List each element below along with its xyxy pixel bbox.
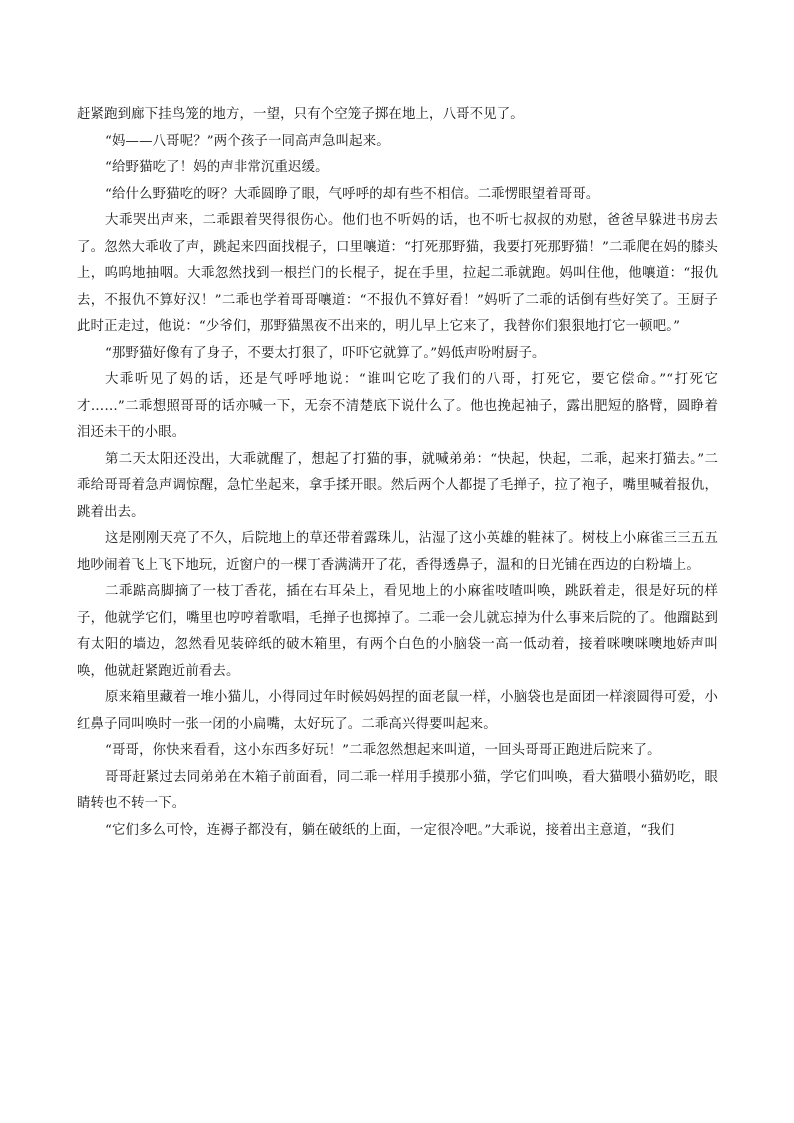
paragraph-12: “哥哥，你快来看看，这小东西多好玩！”二乖忽然想起来叫道，一回头哥哥正跑进后院来了。 [105, 743, 661, 758]
paragraph-6: “那野猫好像有了身子，不要太打狠了，吓吓它就算了。”妈低声吩咐厨子。 [105, 345, 546, 361]
paragraph-13: 哥哥赶紧过去同弟弟在木箱子前面看，同二乖一样用手摸那小猫，学它们叫唤，看大猫喂小猫奶吃，眼睛转也不转一下。 [77, 769, 718, 811]
paragraph-4: “给什么野猫吃的呀？大乖圆睁了眼，气呼呼的却有些不相信。二乖愣眼望着哥哥。 [105, 186, 600, 202]
paragraph-7: 大乖听见了妈的话，还是气呼呼地说：“谁叫它吃了我们的八哥，打死它，要它偿命。”“打死它才……”二乖想照哥哥的话亦喊一下，无奈不清楚底下说什么了。他也挽起袖子，露出肥短的胳臂，圆睁着泪还未干的小眼。 [77, 372, 718, 440]
paragraph-3: “给野猫吃了！妈的声非常沉重迟缓。 [105, 160, 329, 175]
paragraph-8: 第二天太阳还没出，大乖就醒了，想起了打猫的事，就喊弟弟：“快起，快起，二乖，起来打猫去。”二乖给哥哥着急声调惊醒，急忙坐起来，拿手揉开眼。然后两个人都提了毛掸子，拉了袍子，嘴里喊着报仇，跳着出去。 [77, 451, 718, 520]
paragraph-2: “妈——八哥呢？”两个孩子一同高声急叫起来。 [105, 133, 390, 149]
story-text [77, 102, 718, 844]
paragraph-1: 赶紧跑到廊下挂鸟笼的地方，一望，只有个空笼子掷在地上，八哥不见了。 [77, 107, 524, 122]
paragraph-9: 这是刚刚天亮了不久，后院地上的草还带着露珠儿，沾湿了这小英雄的鞋袜了。树枝上小麻雀三三五五地吵闹着飞上飞下地玩，近窗户的一棵丁香满满开了花，香得透鼻子，温和的日光铺在西边的白粉墙上。 [77, 531, 718, 573]
paragraph-5: 大乖哭出声来，二乖跟着哭得很伤心。他们也不听妈的话，也不听七叔叔的劝慰，爸爸早躲进书房去了。忽然大乖收了声，跳起来四面找棍子，口里嚷道：“打死那野猫，我要打死那野猫！”二乖爬在妈的膝头上，呜呜地抽咽。大乖忽然找到一根拦门的长棍子，捉在手里，拉起二乖就跑。妈叫住他，他嚷道：“报仇去，不报仇不算好汉！”二乖也学着哥哥嚷道：“不报仇不算好看！”妈听了二乖的话倒有些好笑了。王厨子此时正走过，他说：“少爷们，那野猫黑夜不出来的，明儿早上它来了，我替你们狠狠地打它一顿吧。” [77, 213, 718, 334]
paragraph-10: 二乖踮高脚摘了一枝丁香花，插在右耳朵上，看见地上的小麻雀吱喳叫唤，跳跃着走，很是好玩的样子，他就学它们，嘴里也哼哼着歌唱，毛掸子也掷掉了。二乖一会儿就忘掉为什么事来后院的了。他蹓跶到有太阳的墙边，忽然看见装碎纸的破木箱里，有两个白色的小脑袋一高一低动着，接着咪噢咪噢地娇声叫唤，他就赶紧跑近前看去。 [77, 584, 718, 679]
paragraph-11: 原来箱里藏着一堆小猫儿，小得同过年时候妈妈捏的面老鼠一样，小脑袋也是面团一样滚圆得可爱，小红鼻子同叫唤时一张一闭的小扁嘴，太好玩了。二乖高兴得要叫起来。 [77, 690, 718, 732]
paragraph-14: “它们多么可怜，连褥子都没有，躺在破纸的上面，一定很冷吧。”大乖说，接着出主意道，“我们 [105, 822, 675, 838]
